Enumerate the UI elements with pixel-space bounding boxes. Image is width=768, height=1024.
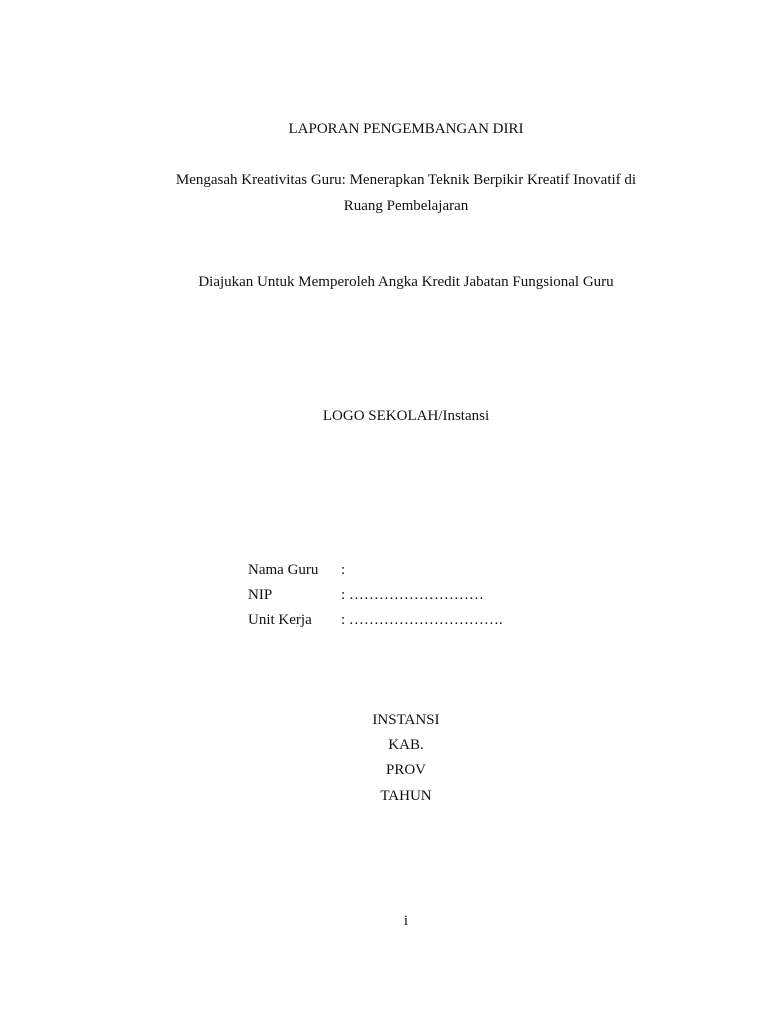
identity-row-unit-kerja bbox=[248, 608, 608, 633]
institution-tahun: TAHUN bbox=[380, 788, 432, 804]
identity-row-nip bbox=[248, 583, 608, 608]
institution-instansi: INSTANSI bbox=[372, 712, 440, 728]
document-subtitle-line-2: Ruang Pembelajaran bbox=[343, 198, 469, 214]
document-purpose: Diajukan Untuk Memperoleh Angka Kredit Jabatan Fungsional Guru bbox=[198, 274, 614, 290]
page-number: i bbox=[403, 913, 409, 929]
institution-prov: PROV bbox=[385, 762, 426, 778]
document-title: LAPORAN PENGEMBANGAN DIRI bbox=[288, 121, 524, 137]
identity-value: : …………………………. bbox=[341, 612, 503, 628]
document-subtitle-line-1: Mengasah Kreativitas Guru: Menerapkan Teknik Berpikir Kreatif Inovatif di bbox=[175, 172, 637, 188]
identity-value: : bbox=[341, 562, 346, 578]
identity-row-nama-guru bbox=[248, 558, 608, 583]
logo-placeholder: LOGO SEKOLAH/Instansi bbox=[322, 408, 490, 424]
identity-label: Unit Kerja bbox=[248, 612, 312, 628]
identity-block bbox=[248, 558, 608, 633]
institution-kab: KAB. bbox=[388, 737, 424, 753]
identity-label: NIP bbox=[248, 587, 273, 603]
identity-value: : ……………………… bbox=[341, 587, 484, 603]
identity-label: Nama Guru bbox=[248, 562, 319, 578]
